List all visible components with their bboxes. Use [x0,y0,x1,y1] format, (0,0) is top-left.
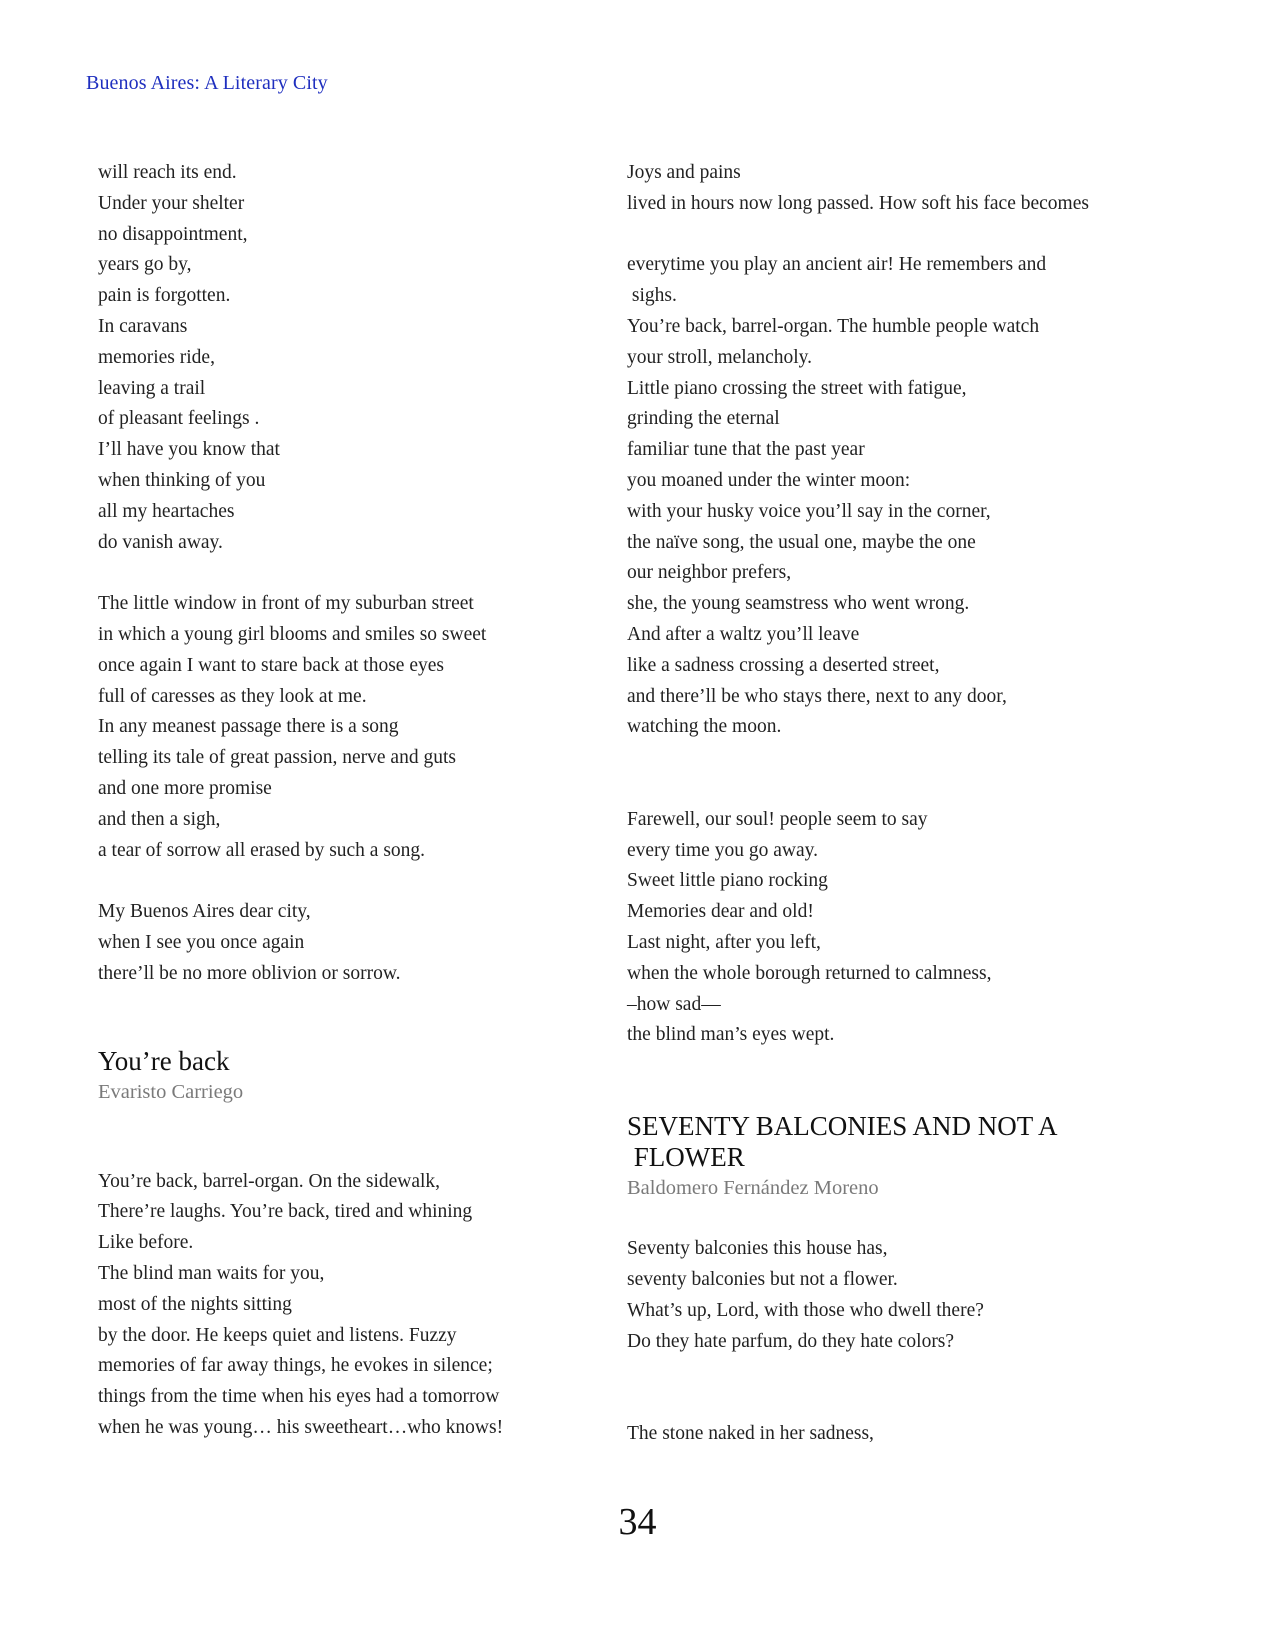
poem-line: The stone naked in her sadness, [627,1422,874,1444]
poem-line: do vanish away. [98,531,223,553]
left-column [98,158,598,1444]
poem-line: the blind man’s eyes wept. [627,1024,835,1046]
running-header: Buenos Aires: A Literary City [86,72,328,94]
poem-title: SEVENTY BALCONIES AND NOT A [627,1111,1058,1142]
poem-line: grinding the eternal [627,408,780,430]
poem-line: You’re back, barrel-organ. The humble people watch [627,315,1040,337]
poem-line: Little piano crossing the street with fatigue, [627,377,967,399]
poem-line: and there’ll be who stays there, next to any door, [627,685,1007,707]
poem-line: seventy balconies but not a flower. [627,1268,898,1290]
continued-stanza-a [627,158,1187,220]
poem-line: once again I want to stare back at those eyes [98,654,444,676]
poem-ending-stanza [98,158,598,558]
poem-line: most of the nights sitting [98,1293,292,1315]
poem-author: Baldomero Fernández Moreno [627,1177,879,1200]
window-stanza [98,589,598,866]
poem-line: In any meanest passage there is a song [98,716,399,738]
poem-line: by the door. He keeps quiet and listens. Fuzzy [98,1324,457,1346]
poem-line: What’s up, Lord, with those who dwell there? [627,1299,984,1321]
poem-title: You’re back [98,1045,230,1076]
balconies-stanza-1 [627,1234,1187,1357]
poem-line: Joys and pains [627,162,741,183]
poem-line: And after a waltz you’ll leave [627,623,860,645]
poem-line: of pleasant feelings . [98,408,260,430]
poem-line: your stroll, melancholy. [627,346,813,368]
poem-line: there’ll be no more oblivion or sorrow. [98,962,401,984]
poem-line: our neighbor prefers, [627,562,792,584]
poem-line: when the whole borough returned to calmness, [627,962,992,984]
poem-line: in which a young girl blooms and smiles so sweet [98,623,487,645]
poem-line: will reach its end. [98,162,237,183]
poem-line: I’ll have you know that [98,439,280,461]
poem-line: things from the time when his eyes had a tomorrow [98,1386,500,1408]
youre-back-stanza [98,1167,598,1444]
poem-line: sighs. [627,285,677,307]
poem-line: you moaned under the winter moon: [627,469,911,491]
poem-line: telling its tale of great passion, nerve and guts [98,747,456,769]
city-stanza [98,897,598,989]
poem-line: with your husky voice you’ll say in the corner, [627,500,991,522]
poem-author: Evaristo Carriego [98,1080,244,1103]
poem-line: no disappointment, [98,223,248,245]
poem-line: she, the young seamstress who went wrong. [627,593,970,615]
poem-line: Sweet little piano rocking [627,870,828,892]
poem-line: pain is forgotten. [98,285,231,307]
poem-line: Under your shelter [98,192,245,214]
poem-line: The little window in front of my suburban street [98,593,474,615]
poem-line: Seventy balconies this house has, [627,1238,888,1260]
poem-line: My Buenos Aires dear city, [98,901,311,923]
poem-line: Memories dear and old! [627,901,814,923]
poem-line: everytime you play an ancient air! He remembers and [627,254,1047,276]
poem-line: full of caresses as they look at me. [98,685,367,707]
poem-line: The blind man waits for you, [98,1262,325,1284]
poem-line: when thinking of you [98,469,266,491]
poem-line: when I see you once again [98,931,305,953]
poem-line: In caravans [98,315,188,337]
poem-line: leaving a trail [98,377,206,399]
poem-line: like a sadness crossing a deserted street, [627,654,940,676]
poem-line: when he was young… his sweetheart…who knows! [98,1416,504,1438]
page-number: 34 [618,1501,657,1543]
poem-line: and then a sigh, [98,808,221,830]
poem-line: lived in hours now long passed. How soft his face becomes [627,192,1089,214]
farewell-stanza [627,805,1187,1051]
poem-line: Farewell, our soul! people seem to say [627,808,928,830]
continued-stanza-b [627,250,1187,743]
right-column [627,158,1187,1450]
poem-line: familiar tune that the past year [627,439,865,461]
balconies-stanza-2 [627,1419,1187,1450]
poem-line: You’re back, barrel-organ. On the sidewalk, [98,1170,441,1192]
poem-line: Like before. [98,1232,194,1254]
poem-line: memories ride, [98,346,215,368]
poem-line: the naïve song, the usual one, maybe the one [627,531,976,553]
poem-line: a tear of sorrow all erased by such a song. [98,839,426,861]
poem-line: –how sad— [627,993,721,1015]
poem-line: watching the moon. [627,716,782,738]
poem-line: There’re laughs. You’re back, tired and whining [98,1201,473,1223]
poem-line: Do they hate parfum, do they hate colors? [627,1330,955,1352]
poem-line: every time you go away. [627,839,818,861]
poem-line: Last night, after you left, [627,931,821,953]
poem-title-continued: FLOWER [627,1142,745,1173]
poem-line: years go by, [98,254,192,276]
poem-line: and one more promise [98,777,272,799]
poem-line: all my heartaches [98,500,235,522]
poem-line: memories of far away things, he evokes in silence; [98,1355,493,1377]
